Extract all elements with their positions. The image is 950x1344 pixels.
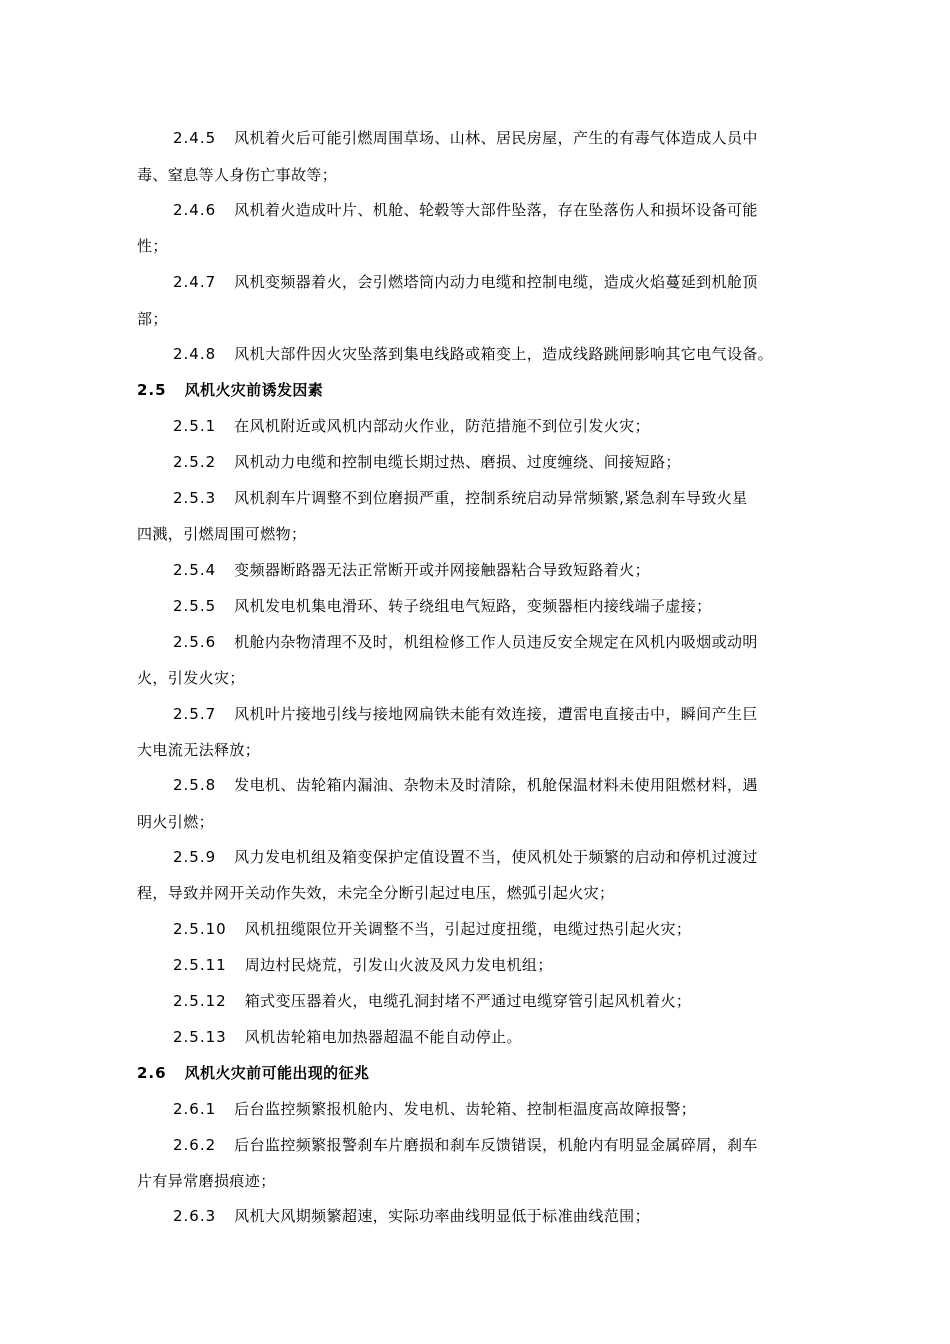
item-2-4-5 <box>173 128 758 148</box>
item-2-5-13 <box>173 1027 522 1047</box>
item-number: 2.6.1 <box>173 1100 217 1118</box>
item-number: 2.5.6 <box>173 633 217 651</box>
item-2-5-1 <box>173 416 650 436</box>
item-text: 周边村民烧荒，引发山火波及风力发电机组； <box>244 956 553 974</box>
item-2-4-8 <box>173 344 773 364</box>
item-number: 2.5.8 <box>173 776 217 794</box>
item-text: 风机大部件因火灾坠落到集电线路或箱变上，造成线路跳闸影响其它电气设备。 <box>234 345 774 363</box>
item-number: 2.5.10 <box>173 920 227 938</box>
item-2-5-6 <box>173 632 758 652</box>
item-number: 2.5.11 <box>173 956 227 974</box>
item-text: 风机扭缆限位开关调整不当，引起过度扭缆，电缆过热引起火灾； <box>244 920 692 938</box>
item-2-6-2 <box>173 1135 758 1155</box>
item-text: 箱式变压器着火，电缆孔洞封堵不严通过电缆穿管引起风机着火； <box>244 992 692 1010</box>
item-2-5-8 <box>173 775 758 795</box>
item-number: 2.4.6 <box>173 201 217 219</box>
item-continuation: 明火引燃； <box>137 813 215 831</box>
item-text: 风机大风期频繁超速，实际功率曲线明显低于标准曲线范围； <box>234 1207 650 1225</box>
item-continuation: 毒、窒息等人身伤亡事故等； <box>137 166 338 184</box>
section-title: 风机火灾前可能出现的征兆 <box>184 1064 370 1082</box>
item-number: 2.5.4 <box>173 561 217 579</box>
item-number: 2.5.2 <box>173 453 217 471</box>
item-text: 在风机附近或风机内部动火作业，防范措施不到位引发火灾； <box>234 417 650 435</box>
item-text: 风机发电机集电滑环、转子绕组电气短路，变频器柜内接线端子虚接； <box>234 597 712 615</box>
item-continuation: 四溅，引燃周围可燃物； <box>137 525 307 543</box>
item-text: 风力发电机组及箱变保护定值设置不当，使风机处于频繁的启动和停机过渡过 <box>234 848 758 866</box>
item-text: 机舱内杂物清理不及时，机组检修工作人员违反安全规定在风机内吸烟或动明 <box>234 633 758 651</box>
section-number: 2.5 <box>137 381 167 399</box>
item-text: 风机叶片接地引线与接地网扁铁未能有效连接，遭雷电直接击中，瞬间产生巨 <box>234 705 758 723</box>
section-title: 风机火灾前诱发因素 <box>184 381 324 399</box>
item-number: 2.4.7 <box>173 273 217 291</box>
item-number: 2.4.5 <box>173 129 217 147</box>
section-number: 2.6 <box>137 1064 167 1082</box>
item-2-5-9 <box>173 847 758 867</box>
item-continuation: 性； <box>137 237 168 255</box>
item-2-4-7 <box>173 272 758 292</box>
item-2-5-7 <box>173 704 758 724</box>
item-text: 风机着火后可能引燃周围草场、山林、居民房屋，产生的有毒气体造成人员中 <box>234 129 758 147</box>
item-2-5-12 <box>173 991 691 1011</box>
item-text: 变频器断路器无法正常断开或并网接触器粘合导致短路着火； <box>234 561 650 579</box>
item-number: 2.5.3 <box>173 489 217 507</box>
item-text: 发电机、齿轮箱内漏油、杂物未及时清除，机舱保温材料未使用阻燃材料，遇 <box>234 776 758 794</box>
item-text: 风机着火造成叶片、机舱、轮毂等大部件坠落，存在坠落伤人和损坏设备可能 <box>234 201 758 219</box>
item-number: 2.6.3 <box>173 1207 217 1225</box>
item-continuation: 火，引发火灾； <box>137 669 245 687</box>
item-text: 后台监控频繁报机舱内、发电机、齿轮箱、控制柜温度高故障报警； <box>234 1100 697 1118</box>
item-continuation: 大电流无法释放； <box>137 741 261 759</box>
item-text: 后台监控频繁报警刹车片磨损和刹车反馈错误，机舱内有明显金属碎屑，刹车 <box>234 1136 758 1154</box>
item-2-5-10 <box>173 919 691 939</box>
item-number: 2.4.8 <box>173 345 217 363</box>
item-2-5-11 <box>173 955 553 975</box>
item-2-6-3 <box>173 1206 650 1226</box>
item-continuation: 片有异常磨损痕迹； <box>137 1172 276 1190</box>
item-continuation: 部； <box>137 310 168 328</box>
item-text: 风机变频器着火，会引燃塔筒内动力电缆和控制电缆，造成火焰蔓延到机舱顶 <box>234 273 758 291</box>
item-number: 2.5.7 <box>173 705 217 723</box>
item-number: 2.5.5 <box>173 597 217 615</box>
item-2-5-5 <box>173 596 712 616</box>
item-text: 风机刹车片调整不到位磨损严重，控制系统启动异常频繁,紧急刹车导致火星 <box>234 489 748 507</box>
item-number: 2.6.2 <box>173 1136 217 1154</box>
item-2-5-4 <box>173 560 650 580</box>
item-continuation: 程，导致并网开关动作失效，未完全分断引起过电压，燃弧引起火灾； <box>137 884 615 902</box>
item-2-4-6 <box>173 200 758 220</box>
item-number: 2.5.13 <box>173 1028 227 1046</box>
item-2-5-3 <box>173 488 748 508</box>
item-text: 风机齿轮箱电加热器超温不能自动停止。 <box>244 1028 522 1046</box>
item-number: 2.5.9 <box>173 848 217 866</box>
item-number: 2.5.12 <box>173 992 227 1010</box>
item-text: 风机动力电缆和控制电缆长期过热、磨损、过度缠绕、间接短路； <box>234 453 681 471</box>
item-2-5-2 <box>173 452 681 472</box>
item-2-6-1 <box>173 1099 696 1119</box>
section-heading-2-5 <box>137 380 323 400</box>
section-heading-2-6 <box>137 1063 369 1083</box>
item-number: 2.5.1 <box>173 417 217 435</box>
